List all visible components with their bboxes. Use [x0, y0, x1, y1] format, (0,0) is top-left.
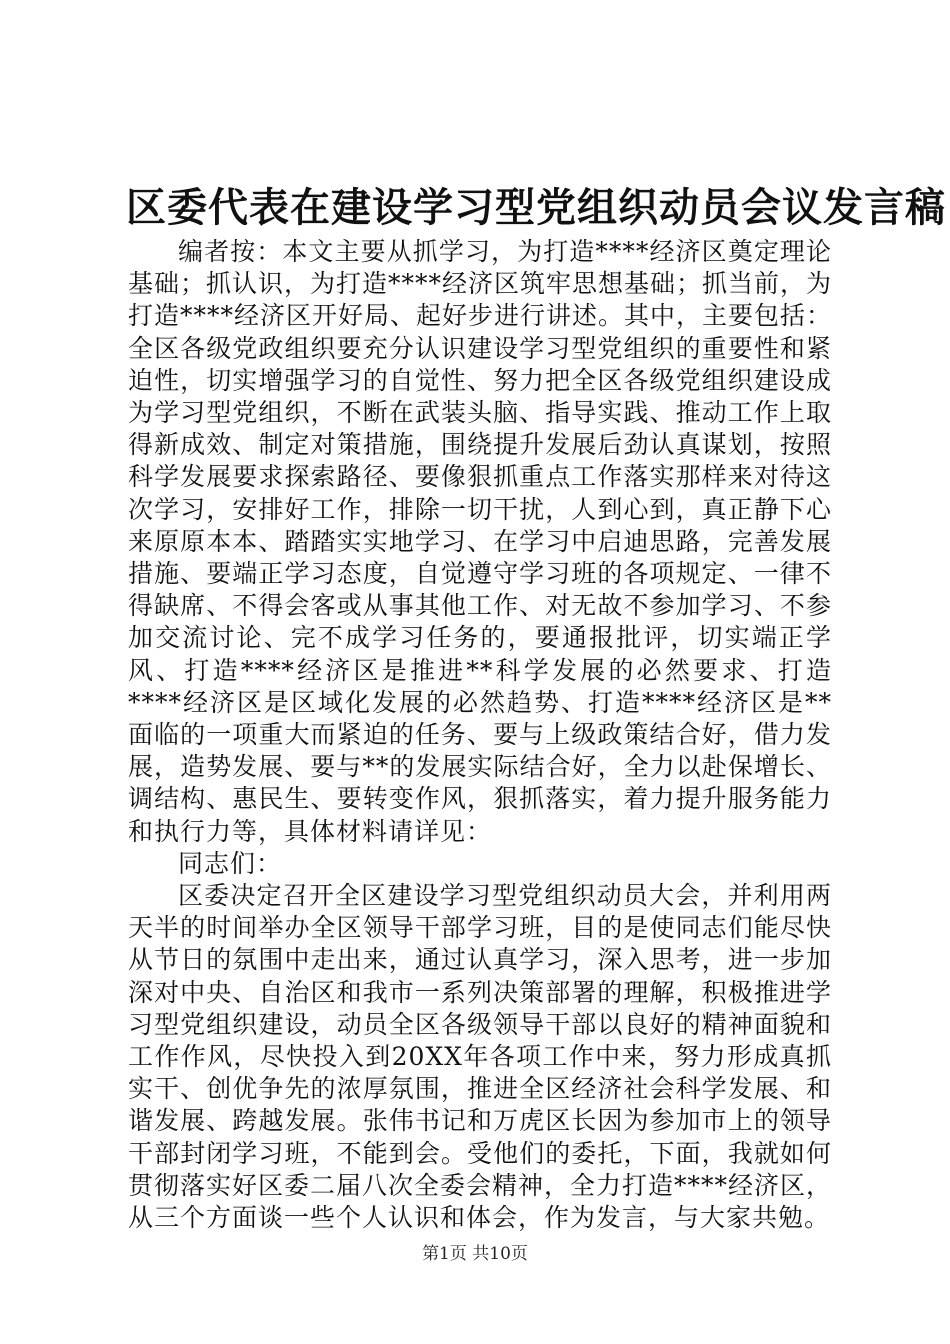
editor-note-paragraph: 编者按：本文主要从抓学习，为打造****经济区奠定理论基础；抓认识，为打造****经济区筑牢思想基础；抓当前，为打造****经济区开好局、起好步进行讲述。其中，主要包括：全区各级党政组织要充分认识建设学习型党组织的重要性和紧迫性，切实增强学习的自觉性、努力把全区各级党组织建设成为学习型党组织，不断在武装头脑、指导实践、推动工作上取得新成效、制定对策措施，围绕提升发展后劲认真谋划，按照科学发展要求探索路径、要像狠抓重点工作落实那样来对待这次学习，安排好工作，排除一切干扰，人到心到，真正静下心来原原本本、踏踏实实地学习、在学习中启迪思路，完善发展措施、要端正学习态度，自觉遵守学习班的各项规定、一律不得缺席、不得会客或从事其他工作、对无故不参加学习、不参加交流讨论、完不成学习任务的，要通报批评，切实端正学风、打造****经济区是推进**科学发展的必然要求、打造****经济区是区域化发展的必然趋势、打造****经济区是**面临的一项重大而紧迫的任务、要与上级政策结合好，借力发展，造势发展、要与**的发展实际结合好，全力以赴保增长、调结构、惠民生、要转变作风，狠抓落实，着力提升服务能力和执行力等，具体材料请详见： — [128, 237, 833, 846]
page-footer — [0, 1242, 950, 1266]
document-title: 区委代表在建设学习型党组织动员会议发言稿 — [126, 184, 946, 231]
salutation-paragraph: 同志们： — [178, 848, 283, 878]
page-indicator: 第1页 共10页 — [422, 1244, 528, 1264]
document-body — [128, 236, 832, 1234]
speech-paragraph: 区委决定召开全区建设学习型党组织动员大会，并利用两天半的时间举办全区领导干部学习班，目的是使同志们能尽快从节日的氛围中走出来，通过认真学习，深入思考，进一步加深对中央、自治区和我市一系列决策部署的理解，积极推进学习型党组织建设，动员全区各级领导干部以良好的精神面貌和工作作风，尽快投入到20XX年各项工作中来，努力形成真抓实干、创优争先的浓厚氛围，推进全区经济社会科学发展、和谐发展、跨越发展。张伟书记和万虎区长因为参加市上的领导干部封闭学习班，不能到会。受他们的委托，下面，我就如何贯彻落实好区委二届八次全委会精神，全力打造****经济区，从三个方面谈一些个人认识和体会，作为发言，与大家共勉。 — [128, 881, 833, 1233]
